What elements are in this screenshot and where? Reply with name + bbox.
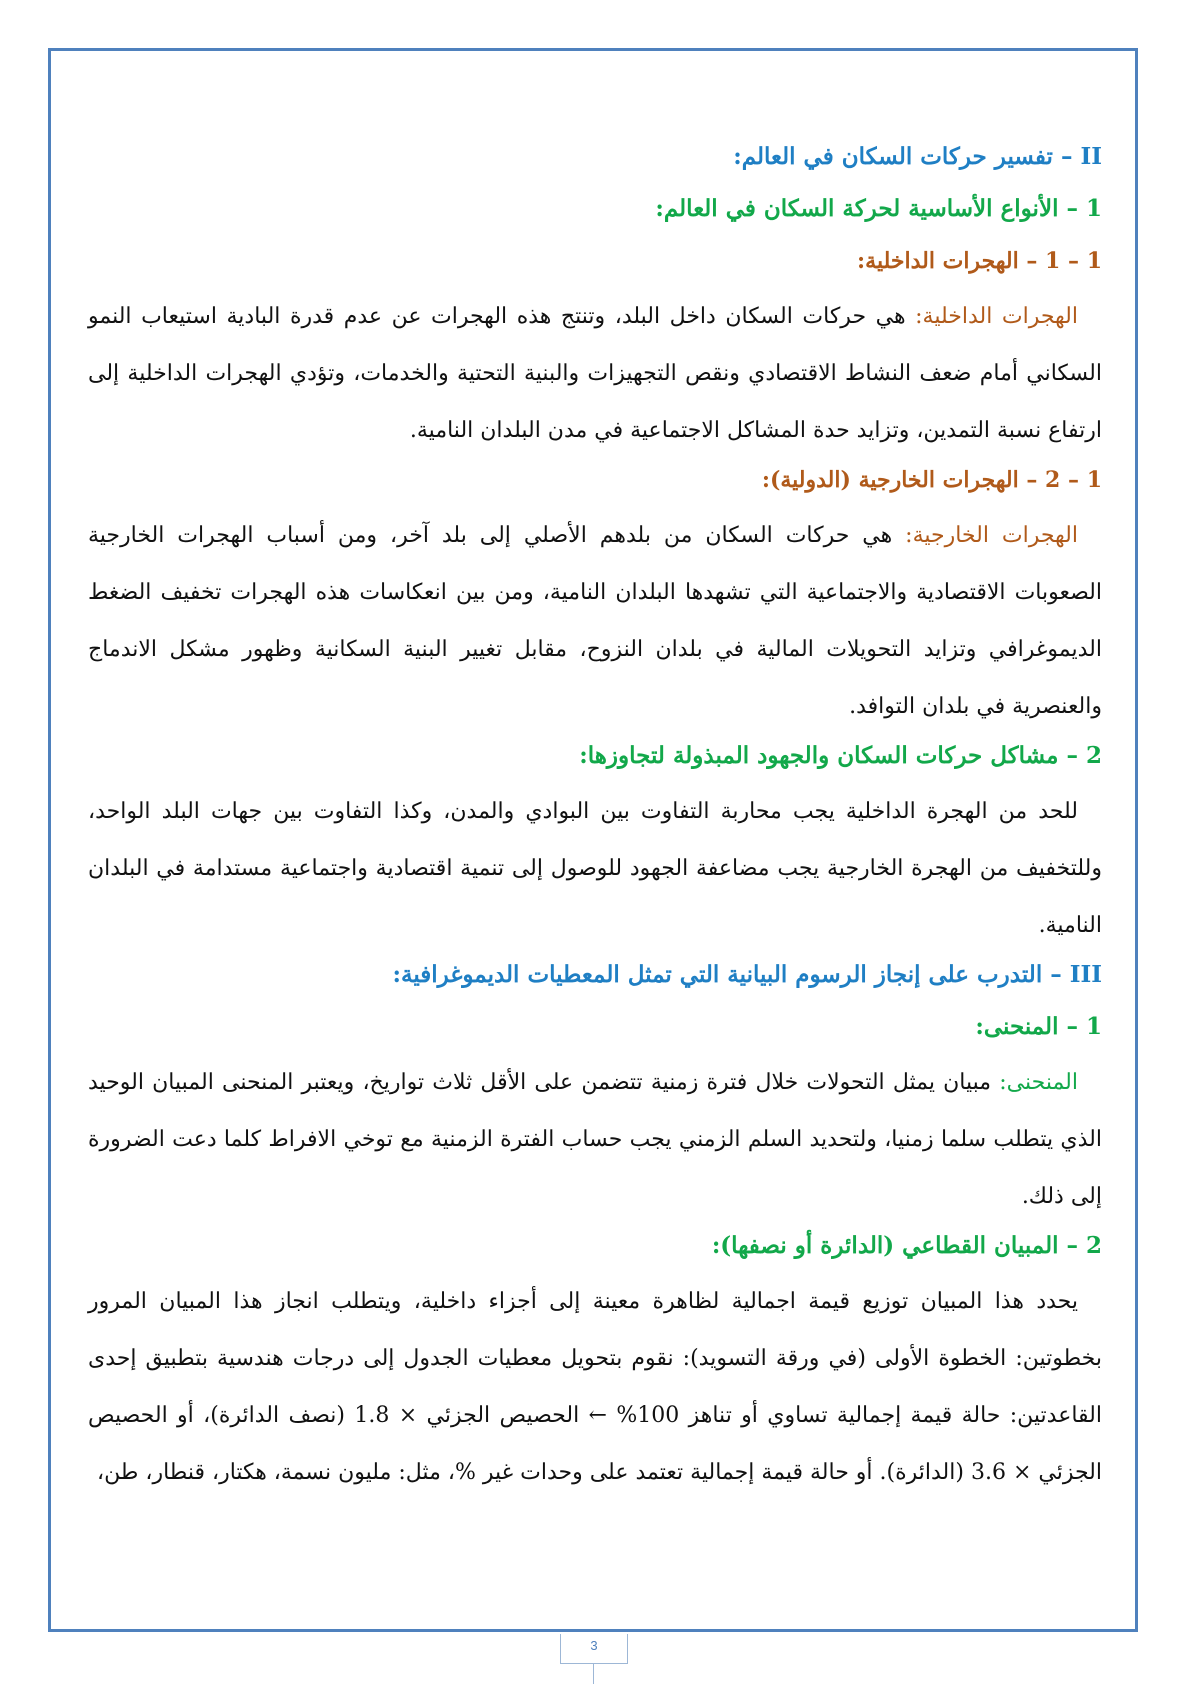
- section-3-title: III – التدرب على إنجاز الرسوم البيانية التي تمثل المعطيات الديموغرافية:: [392, 961, 1102, 988]
- term-curve: المنحنى:: [999, 1070, 1078, 1095]
- section-3-1-title: 1 – المنحنى:: [975, 1013, 1102, 1040]
- paragraph-internal-migration: [88, 288, 1102, 459]
- document-body: [88, 140, 1102, 1501]
- footer-divider: [593, 1664, 594, 1684]
- section-2-title: II – تفسير حركات السكان في العالم:: [733, 143, 1102, 170]
- paragraph-migration-problems: للحد من الهجرة الداخلية يجب محاربة التفاوت بين البوادي والمدن، وكذا التفاوت بين جهات البلد الواحد، وللتخفيف من الهجرة الخارجية يجب مضاعفة الجهود للوصول إلى تنمية اقتصادية واجتماعية مستدامة في البلدان النامية.: [88, 799, 1102, 938]
- section-2-1-1-title: 1 – 1 – الهجرات الداخلية:: [857, 248, 1102, 274]
- section-2-2-title: 2 – مشاكل حركات السكان والجهود المبذولة لتجاوزها:: [579, 742, 1102, 769]
- section-2-1-2-title: 1 – 2 – الهجرات الخارجية (الدولية):: [761, 467, 1102, 493]
- term-external-migration: الهجرات الخارجية:: [905, 523, 1078, 548]
- section-2-1-title: 1 – الأنواع الأساسية لحركة السكان في العالم:: [655, 195, 1102, 222]
- paragraph-external-migration: [88, 507, 1102, 735]
- page-number: 3: [560, 1634, 628, 1664]
- paragraph-text: مبيان يمثل التحولات خلال فترة زمنية تتضمن على الأقل ثلاث تواريخ، ويعتبر المنحنى المبيان الوحيد الذي يتطلب سلما زمنيا، ولتحديد السلم الزمني يجب حساب الفترة الزمنية مع توخي الافراط كلما دعت الضرورة إلى ذلك.: [88, 1070, 1102, 1209]
- term-internal-migration: الهجرات الداخلية:: [915, 304, 1078, 329]
- paragraph-pie-chart: يحدد هذا المبيان توزيع قيمة اجمالية لظاهرة معينة إلى أجزاء داخلية، ويتطلب انجاز هذا المبيان المرور بخطوتين: الخطوة الأولى (في ورقة التسويد): نقوم بتحويل معطيات الجدول إلى درجات هندسية بتطبيق إحدى القاعدتين: حالة قيمة إجمالية تساوي أو تناهز 100% ← الحصيص الجزئي × 1.8 (نصف الدائرة)، أو الحصيص الجزئي × 3.6 (الدائرة). أو حالة قيمة إجمالية تعتمد على وحدات غير %، مثل: مليون نسمة، هكتار، قنطار، طن،: [88, 1289, 1102, 1485]
- paragraph-curve: [88, 1054, 1102, 1225]
- section-3-2-title: 2 – المبيان القطاعي (الدائرة أو نصفها):: [711, 1232, 1102, 1259]
- paragraph-text: هي حركات السكان داخل البلد، وتنتج هذه الهجرات عن عدم قدرة البادية استيعاب النمو السكاني أمام ضعف النشاط الاقتصادي ونقص التجهيزات والبنية التحتية والخدمات، وتؤدي الهجرات الداخلية إلى ارتفاع نسبة التمدين، وتزايد حدة المشاكل الاجتماعية في مدن البلدان النامية.: [88, 304, 1102, 443]
- paragraph-text: هي حركات السكان من بلدهم الأصلي إلى بلد آخر، ومن أسباب الهجرات الخارجية الصعوبات الاقتصادية والاجتماعية التي تشهدها البلدان النامية، ومن بين انعكاسات هذه الهجرات تخفيف الضغط الديموغرافي وتزايد التحويلات المالية في بلدان النزوح، مقابل تغيير البنية السكانية وظهور مشكل الاندماج والعنصرية في بلدان التوافد.: [88, 523, 1102, 719]
